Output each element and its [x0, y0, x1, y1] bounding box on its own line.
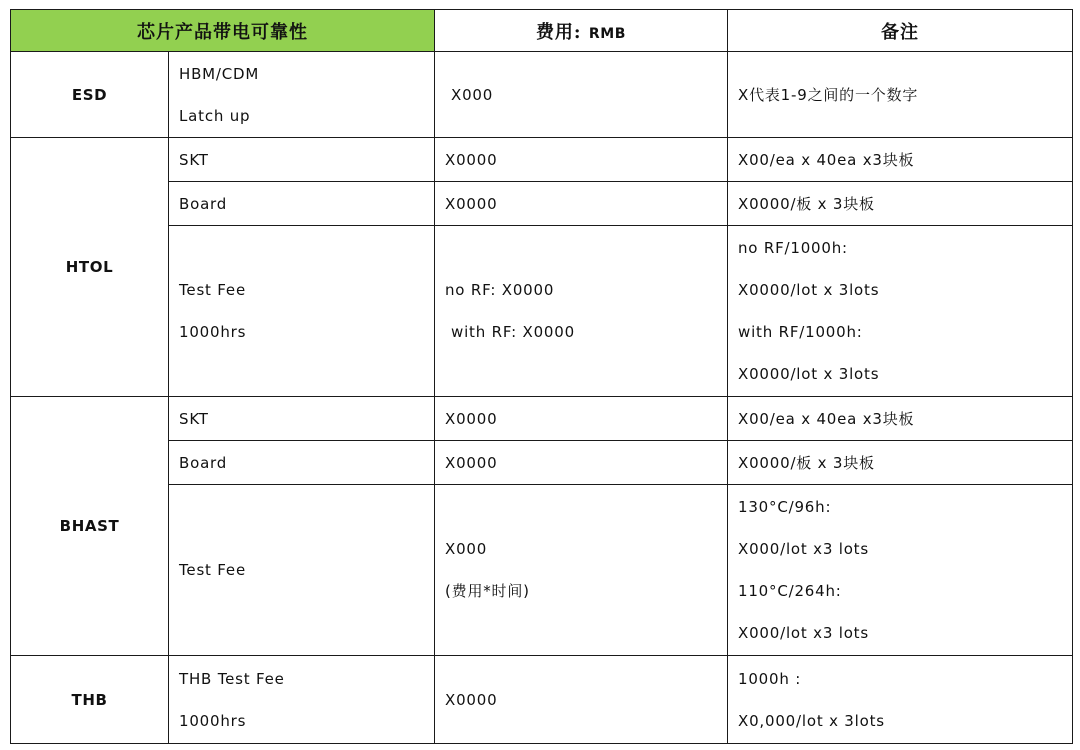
bhast-test-item: Test Fee — [169, 485, 435, 656]
htol-board-item: Board — [169, 182, 435, 226]
reliability-cost-table — [10, 9, 1073, 744]
bhast-test-cost-line: (费用*时间) — [445, 582, 530, 600]
htol-test-cost-line: no RF: X0000 — [445, 281, 555, 299]
bhast-board-cost: X0000 — [435, 441, 728, 485]
table-row-htol-board — [11, 182, 1073, 226]
header-cost — [435, 10, 728, 52]
thb-note-line: 1000h : — [738, 669, 802, 688]
reliability-cost-table-container — [10, 9, 1072, 743]
thb-note-cell — [728, 656, 1073, 744]
group-label-htol: HTOL — [11, 138, 169, 397]
esd-note: X代表1-9之间的一个数字 — [738, 85, 919, 104]
group-label-esd: ESD — [11, 52, 169, 138]
thb-item-cell — [169, 656, 435, 744]
esd-cost-cell — [435, 52, 728, 138]
bhast-test-note-line: 130°C/96h: — [738, 498, 832, 516]
htol-test-note-line: with RF/1000h: — [738, 323, 863, 341]
htol-test-item-line: 1000hrs — [179, 323, 247, 341]
group-label-bhast: BHAST — [11, 397, 169, 656]
bhast-test-cost-cell — [435, 485, 728, 656]
bhast-test-note-cell — [728, 485, 1073, 656]
htol-test-item-cell — [169, 226, 435, 397]
esd-item-line: Latch up — [179, 106, 251, 125]
thb-item-line: 1000hrs — [179, 711, 247, 730]
thb-item-line: THB Test Fee — [179, 669, 285, 688]
table-row-bhast-skt — [11, 397, 1073, 441]
esd-item-line: HBM/CDM — [179, 64, 260, 83]
esd-cost: X000 — [451, 85, 494, 104]
htol-test-note-line: X0000/lot x 3lots — [738, 281, 880, 299]
bhast-test-note-line: X000/lot x3 lots — [738, 624, 869, 642]
htol-test-note-line: no RF/1000h: — [738, 239, 848, 257]
bhast-board-item: Board — [169, 441, 435, 485]
htol-board-cost: X0000 — [435, 182, 728, 226]
thb-note-line: X0,000/lot x 3lots — [738, 711, 885, 730]
bhast-skt-item: SKT — [169, 397, 435, 441]
htol-skt-item: SKT — [169, 138, 435, 182]
bhast-test-note-line: X000/lot x3 lots — [738, 540, 869, 558]
htol-test-cost-cell — [435, 226, 728, 397]
table-row-bhast-board — [11, 441, 1073, 485]
group-label-thb: THB — [11, 656, 169, 744]
bhast-board-note: X0000/板 x 3块板 — [728, 441, 1073, 485]
htol-test-note-line: X0000/lot x 3lots — [738, 365, 880, 383]
bhast-skt-note: X00/ea x 40ea x3块板 — [728, 397, 1073, 441]
table-row-htol-test — [11, 226, 1073, 397]
header-row — [11, 10, 1073, 52]
header-cost-label: 费用: — [535, 21, 589, 43]
header-remarks: 备注 — [728, 10, 1073, 52]
header-test-item: 芯片产品带电可靠性 — [11, 10, 435, 52]
htol-test-cost-line: with RF: X0000 — [451, 323, 575, 341]
htol-test-item-line: Test Fee — [179, 281, 246, 299]
table-row-htol-skt — [11, 138, 1073, 182]
header-cost-unit: RMB — [588, 25, 627, 42]
esd-note-cell — [728, 52, 1073, 138]
esd-item-cell — [169, 52, 435, 138]
table-row-thb — [11, 656, 1073, 744]
htol-skt-note: X00/ea x 40ea x3块板 — [728, 138, 1073, 182]
bhast-test-cost-line: X000 — [445, 540, 488, 558]
htol-skt-cost: X0000 — [435, 138, 728, 182]
htol-board-note: X0000/板 x 3块板 — [728, 182, 1073, 226]
bhast-skt-cost: X0000 — [435, 397, 728, 441]
table-row-esd — [11, 52, 1073, 138]
htol-test-note-cell — [728, 226, 1073, 397]
table-row-bhast-test — [11, 485, 1073, 656]
thb-cost: X0000 — [435, 656, 728, 744]
bhast-test-note-line: 110°C/264h: — [738, 582, 842, 600]
